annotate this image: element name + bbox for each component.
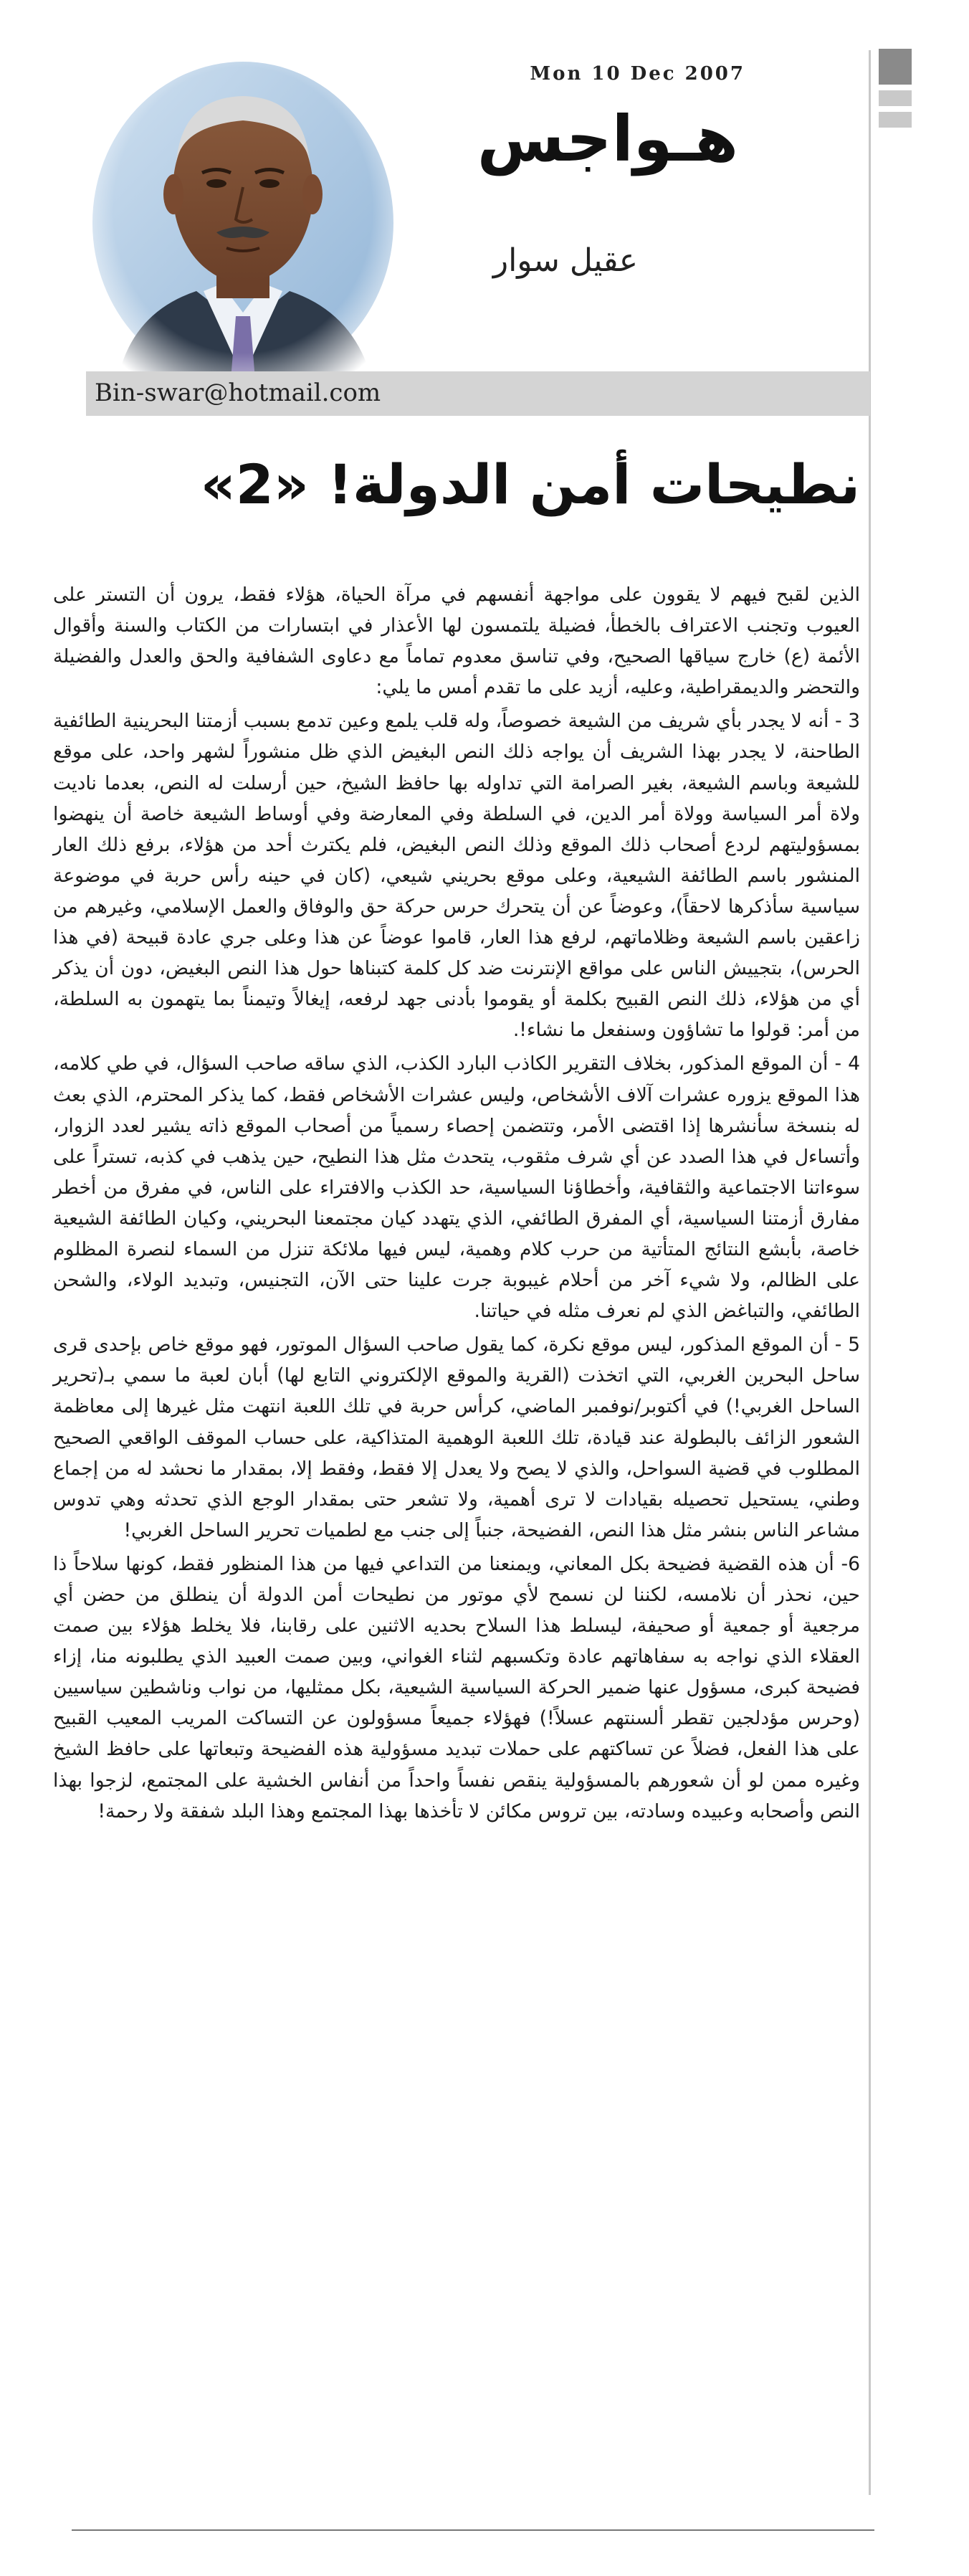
author-photo [89, 40, 397, 380]
article-paragraph: الذين لقبح فيهم لا يقوون على مواجهة أنفسهم في مرآة الحياة، هؤلاء فقط، يرون أن التستر على العيوب وتجنب الاعتراف بالخطأ، فضيلة يلتمسون لها الأعذار في ابتسارات من الكتاب والسنة وأقوال الأئمة (ع) خارج سياقها الصحيح، وفي تناسق معدوم تماماً مع دعاوى الشفافية والحق والعدل والفضيلة والتحضر والديمقراطية، وعليه، أزيد على ما تقدم أمس ما يلي: [53, 584, 860, 699]
author-name: عقيل سوار [492, 242, 638, 279]
article-paragraph: 4 - أن الموقع المذكور، بخلاف التقرير الكاذب البارد الكذب، الذي ساقه صاحب السؤال، في طي كلامه، هذا الموقع يزوره عشرات آلاف الأشخاص، وليس عشرات الأشخاص فقط، كما يذكر المحترم، الذي بعث له بنسخة سأنشرها إذا اقتضى الأمر، وتتضمن إحصاء رسمياً من أصحاب الموقع ذاته يشير لعدد الزوار، وأتساءل في هذا الصدد عن أي شرف مثقوب، يتحدث مثل هذا النطيح، حين يذهب في كذبه، تستراً على سوءاتنا الاجتماعية والثقافية، وأخطاؤنا السياسية، حد الكذب والافتراء على الناس، في مفرق من أخطر مفارق أزمتنا السياسية، أي المفرق الطائفي، الذي يتهدد كيان مجتمعنا البحريني، وكيان الطائفة الشيعية خاصة، بأبشع النتائج المتأتية من حرب كلام وهمية، ليس فيها ملائكة تنزل من السماء لنصرة المظلوم على الظالم، ولا شيء آخر من أحلام غيبوبة جرت علينا حتى الآن، التجنيس، وتبديد الولاء، والشحن الطائفي، والتباغض الذي لم نعرف مثله في حياتنا. [53, 1052, 860, 1323]
article-paragraph: 6- أن هذه القضية فضيحة بكل المعاني، ويمنعنا من التداعي فيها من هذا المنظور فقط، كونها سلاحاً ذا حين، نحذر أن نلامسه، لكننا لن نسمح لأي موتور من نطيحات أمن الدولة أن ينطلق من حضن أي مرجعية أو جمعية أو صحيفة، ليسلط هذا السلاح بحديه الاثنين على رقابنا، فلا يخلط هؤلاء بين صمت العقلاء الذي نواجه به سفاهاتهم عادة وتكسبهم لثناء الغواني، وبين صمت العبيد الذي يطلبونه منا، إزاء فضيحة كبرى، مسؤول عنها ضمير الحركة السياسية الشيعية، بكل ممثليها، من نواب وناشطين سياسيين (وحرس مؤدلجين تقطر ألسنتهم عسلاً!) فهؤلاء جميعاً مسؤولون عن التساكت المريب المعيب القبيح على هذا الفعل، فضلاً عن تساكتهم على حملات تبديد مسؤولية هذه الفضيحة وتبعاتها على حافظ الشيخ وغيره ممن لو أن شعورهم بالمسؤولية ينقص نفساً واحداً من أنفاس الخشية على المجتمع، لزجوا بهذا النص وأصحابه وعبيده وسادته، بين تروس مكائن لا تأخذها بهذا المجتمع وهذا البلد شفقة ولا رحمة! [53, 1552, 860, 1822]
side-divider [869, 50, 871, 2495]
article-paragraph: 5 - أن الموقع المذكور، ليس موقع نكرة، كما يقول صاحب السؤال الموتور، فهو موقع خاص بإحدى قرى ساحل البحرين الغربي، التي اتخذت (القرية والموقع الإلكتروني التابع لها) أبان لعبة ما سمي بـ(تحرير الساحل الغربي!) في أكتوبر/نوفمبر الماضي، كرأس حربة في تلك اللعبة انتهت مثل غيرها إلى معاظمة الشعور الزائف بالبطولة عند قيادة، تلك اللعبة الوهمية المتذاكية، على حساب الموقف الواقعي الصحيح المطلوب في قضية السواحل، والذي لا يصح ولا يعدل إلا فقط، وفقط إلا، بمقدار ما نحشد له من إجماع وطني، يستحيل تحصيله بقيادات لا ترى أهمية، ولا تشعر حتى بمقدار الوجع الذي تحدثه وهي تدوس مشاعر الناس بنشر مثل هذا النص، الفضيحة، جنباً إلى جنب مع لطميات تحرير الساحل الغربي! [53, 1334, 860, 1541]
bottom-divider [72, 2529, 874, 2531]
side-decoration-block [879, 49, 912, 85]
article-body [53, 579, 860, 1830]
column-title: هـواجس [477, 102, 738, 176]
side-decoration-block [879, 90, 912, 106]
side-decoration-block [879, 112, 912, 128]
author-email[interactable]: Bin-swar@hotmail.com [95, 379, 381, 407]
article-paragraph: 3 - أنه لا يجدر بأي شريف من الشيعة خصوصاً، وله قلب يلمع وعين تدمع بسبب أزمتنا البحرينية الطائفية الطاحنة، لا يجدر بهذا الشريف أن يواجه ذلك النص البغيض الذي ظل منشوراً لشهر واحد، على موقع للشيعة وباسم الشيعة، بغير الصرامة التي تداوله بها حافظ الشيخ، حين أرسلت له النص، بعدما ناديت ولاة أمر السياسة وولاة أمر الدين، في السلطة وفي المعارضة وفي أوساط الشيعة خاصة أن ينهضوا بمسؤوليتهم لردع أصحاب ذلك الموقع وذلك النص البغيض، فلم يكترث أحد من هؤلاء، برفع ذلك العار المنشور باسم الطائفة الشيعية، وعلى موقع بحريني شيعي، (كان في حينه رأس حربة في موضوعة سياسية سأذكرها لاحقاً)، وعوضاً عن أن يتحرك حرس حركة حق والوفاق والعمل الإسلامي، وغيرهم من زاعقين باسم الشيعة وظلاماتهم، لرفع هذا العار، قاموا عوضاً عن هذا وعلى جري عادة قبيحة (في هذا الحرس)، بتجييش الناس على مواقع الإنترنت ضد كل كلمة كتبناها حول هذا النص البغيض، دون أن يذكر أي من هؤلاء، ذلك النص القبيح بكلمة أو يقوموا بأدنى جهد لرفعه، إيغالاً وتيمناً بما يتهمون به السلطة، من أمر: قولوا ما تشاؤون وسنفعل ما نشاء!. [53, 710, 860, 1042]
publication-date: Mon 10 Dec 2007 [530, 63, 745, 85]
article-headline: نطيحات أمن الدولة! «2» [200, 452, 860, 516]
